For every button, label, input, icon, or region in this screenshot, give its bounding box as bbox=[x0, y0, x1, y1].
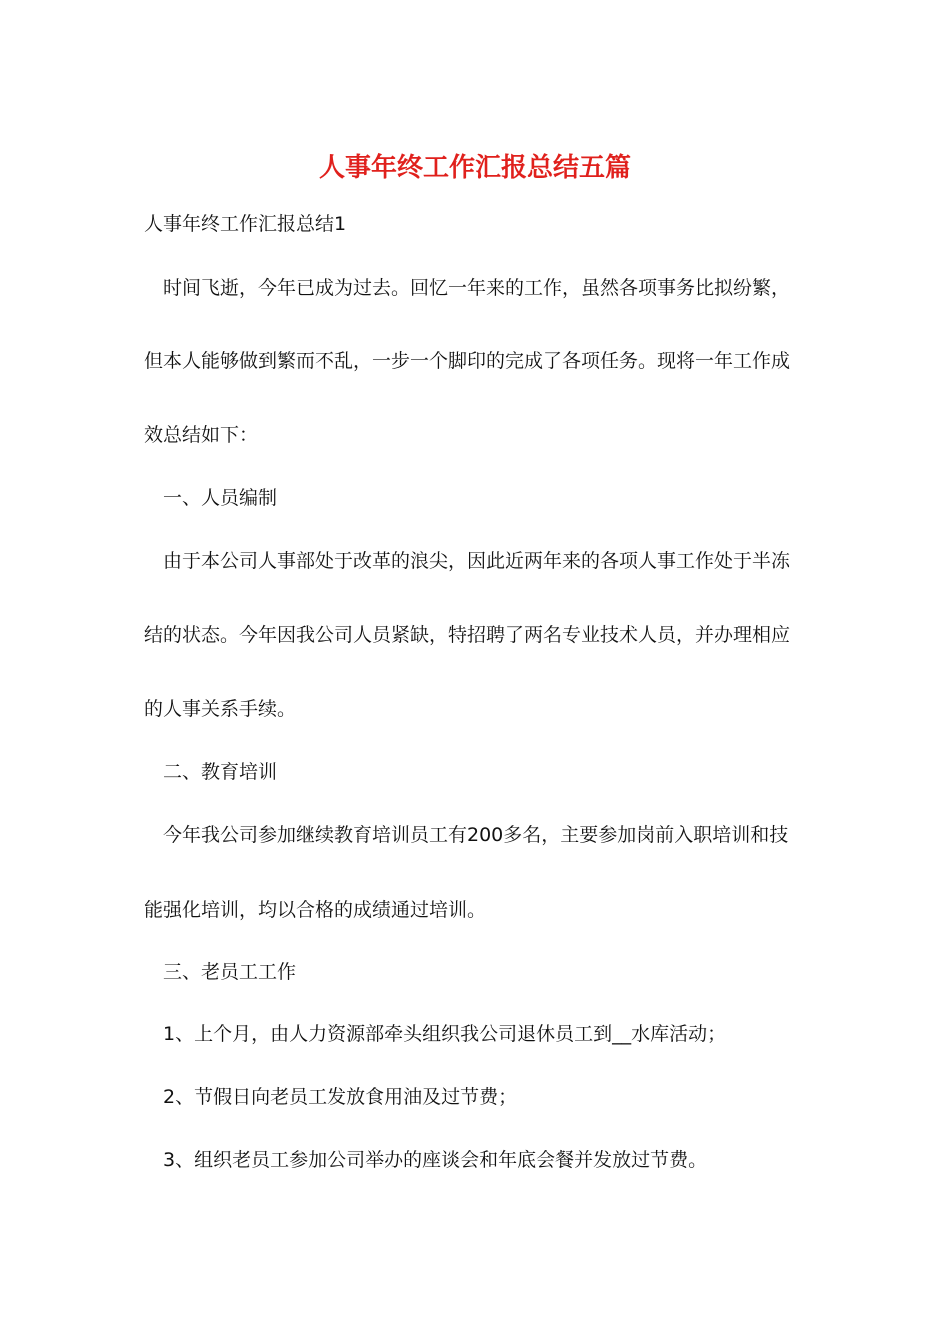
section3-heading: 三、老员工工作 bbox=[163, 961, 297, 983]
intro-line-2: 但本人能够做到繁而不乱，一步一个脚印的完成了各项任务。现将一年工作成 bbox=[144, 350, 791, 372]
section3-item-1: 1、上个月，由人力资源部牵头组织我公司退休员工到__水库活动； bbox=[163, 1023, 727, 1045]
document-subtitle: 人事年终工作汇报总结1 bbox=[144, 213, 347, 235]
section2-line-2: 能强化培训，均以合格的成绩通过培训。 bbox=[144, 899, 487, 921]
section1-heading: 一、人员编制 bbox=[163, 487, 278, 509]
section1-line-3: 的人事关系手续。 bbox=[144, 698, 297, 720]
section1-line-2: 结的状态。今年因我公司人员紧缺，特招聘了两名专业技术人员，并办理相应 bbox=[144, 624, 791, 646]
intro-line-1: 时间飞逝，今年已成为过去。回忆一年来的工作，虽然各项事务比拟纷繁， bbox=[163, 277, 791, 299]
section3-item-3: 3、组织老员工参加公司举办的座谈会和年底会餐并发放过节费。 bbox=[163, 1149, 708, 1171]
section1-line-1: 由于本公司人事部处于改革的浪尖，因此近两年来的各项人事工作处于半冻 bbox=[163, 550, 791, 572]
section3-item-2: 2、节假日向老员工发放食用油及过节费； bbox=[163, 1086, 518, 1108]
intro-line-3: 效总结如下： bbox=[144, 424, 259, 446]
section2-heading: 二、教育培训 bbox=[163, 761, 278, 783]
document-title: 人事年终工作汇报总结五篇 bbox=[318, 153, 631, 183]
section2-line-1: 今年我公司参加继续教育培训员工有200多名，主要参加岗前入职培训和技 bbox=[163, 824, 789, 846]
